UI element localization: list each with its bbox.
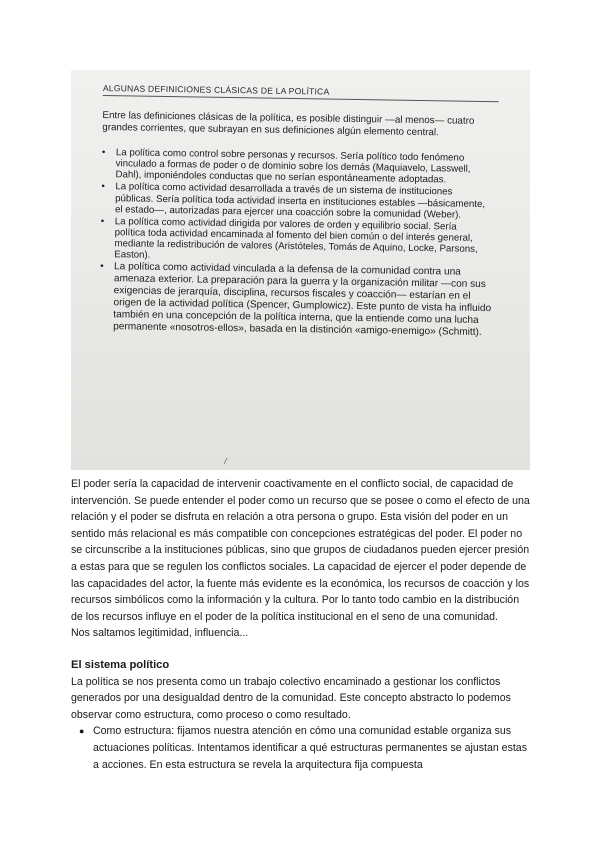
paragraph-political-system: La política se nos presenta como un trabajo colectivo encaminado a gestionar los conflictos generados por una desigualdad dentro de la comunidad. Este concepto abstracto lo podemos observar como estructura, como proceso o como resultado.	[71, 675, 511, 721]
photo-title: ALGUNAS DEFINICIONES CLÁSICAS DE LA POLÍTICA	[102, 82, 330, 97]
bullet-list	[71, 723, 533, 773]
definition-item	[101, 181, 485, 220]
bullet-icon: •	[100, 215, 105, 227]
definition-text: La política como actividad vinculada a la defensa de la comunidad contra una amenaza exterior. La preparación para la guerra y la organización militar —con sus exigencias de jerarquía, disciplina, recursos fiscales y coacción— estarían en el origen de la actividad política (Spencer, Gumplowicz). Este punto de vista ha influido también en una concepción de la política interna, que la entiende como una lucha permanente «nosotros-ellos», basada en la distinción «amigo-enemigo» (Schmitt).	[113, 261, 492, 338]
paragraph-note: Nos saltamos legitimidad, influencia...	[71, 627, 249, 640]
book-page-content	[99, 82, 523, 340]
definition-item	[101, 147, 485, 186]
definition-text: La política como control sobre personas y recursos. Sería político todo fenómeno vinculado a formas de poder o de dominio sobre los demás (Maquiavelo, Lasswell, Dahl), imponiéndoles conductas que no serían espontáneamente adoptadas.	[115, 147, 471, 186]
bullet-icon: •	[100, 261, 104, 273]
definition-text: La política como actividad desarrollada a través de un sistema de instituciones públicas. Sería política toda actividad inserta en instituciones estables —básicamente, el estado—, autorizadas para ejercer una coacción sobre la comunidad (Weber).	[114, 181, 486, 221]
bullet-icon: •	[101, 147, 106, 159]
definitions-list	[99, 147, 522, 339]
pen-mark	[224, 457, 231, 465]
definition-text: La política como actividad dirigida por valores de orden y equilibrio social. Sería política toda actividad encaminada al fomento del bien común o del interés general, mediante la redistribución de valores (Aristóteles, Tomás de Aquino, Locke, Parsons, Easton).	[114, 215, 478, 261]
definition-item	[100, 216, 485, 266]
section-heading: El sistema político	[71, 658, 170, 671]
list-item-text: Como estructura: fijamos nuestra atención en cómo una comunidad estable organiza sus actuaciones políticas. Intentamos identificar a qué estructuras permanentes se ajustan estas a acciones. En esta estructura se revela la arquitectura fija compuesta	[93, 725, 527, 771]
document-body	[71, 476, 533, 773]
list-item	[71, 723, 533, 773]
paragraph-power: El poder sería la capacidad de intervenir coactivamente en el conflicto social, de capacidad de intervención. Se puede entender el poder como un recurso que se posee o como el efecto de una relación y el poder se disfruta en relación a otra persona o grupo. Esta visión del poder en un sentido más relacional es más compatible con concepciones estratégicas del poder. El poder no se circunscribe a la instituciones públicas, sino que grupos de ciudadanos pueden ejercer presión a estas para que se regulen los conflictos sociales. La capacidad de ejercer el poder depende de las capacidades del actor, la fuente más evidente es la económica, los recursos de coacción y los recursos simbólicos como la información y la cultura. Por lo tanto todo cambio en la distribución de los recursos influye en el poder de la política institucional en el seno de una comunidad.	[71, 478, 530, 623]
book-page-photo	[71, 70, 530, 470]
bullet-icon: ●	[79, 726, 85, 737]
photo-intro: Entre las definiciones clásicas de la política, es posible distinguir —al menos— cuatro grandes corrientes, que subrayan en sus definiciones algún elemento central.	[102, 109, 475, 138]
definition-item	[99, 261, 498, 339]
bullet-icon: •	[101, 181, 105, 193]
